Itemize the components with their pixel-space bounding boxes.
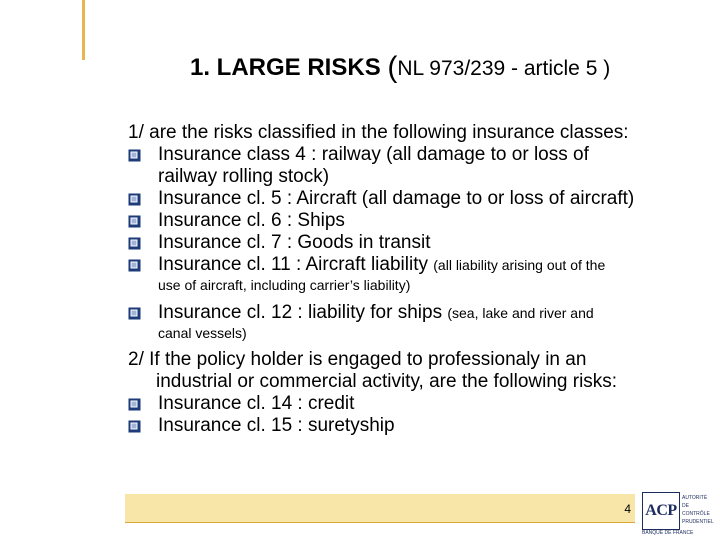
checkbox-square-icon xyxy=(128,259,141,272)
slide-content xyxy=(128,122,698,437)
checkbox-square-icon xyxy=(128,149,141,162)
checkbox-square-icon xyxy=(128,420,141,433)
section2-intro-line1: 2/ If the policy holder is engaged to professionaly in an xyxy=(128,349,587,370)
section1-intro: 1/ are the risks classified in the following insurance classes: xyxy=(128,122,629,143)
section1-list xyxy=(128,144,698,342)
logo-mark xyxy=(642,492,680,530)
list-item xyxy=(128,302,698,342)
title-reference: NL 973/239 - article 5 ) xyxy=(397,57,611,80)
item-text: Insurance cl. 7 : Goods in transit xyxy=(158,232,431,253)
section2-intro xyxy=(128,349,698,393)
list-item xyxy=(128,254,698,294)
title-main: 1. LARGE RISKS xyxy=(190,54,381,81)
logo-text-line: DE CONTRÔLE xyxy=(682,503,710,517)
item-note-cont: use of aircraft, including carrier’s liability) xyxy=(158,277,411,293)
checkbox-square-icon xyxy=(128,398,141,411)
item-text-cont: railway rolling stock) xyxy=(158,166,330,187)
item-text: Insurance cl. 14 : credit xyxy=(158,393,355,414)
logo-text-line: AUTORITÉ xyxy=(682,495,708,501)
list-item xyxy=(128,210,698,232)
logo-text-line: PRUDENTIEL xyxy=(682,519,714,525)
item-note-cont: canal vessels) xyxy=(158,325,247,341)
list-item xyxy=(128,144,698,188)
item-text: Insurance cl. 15 : suretyship xyxy=(158,415,395,436)
list-item xyxy=(128,232,698,254)
logo-subtext: BANQUE DE FRANCE xyxy=(642,530,694,536)
item-text: Insurance cl. 12 : liability for ships xyxy=(158,302,448,323)
accent-bar xyxy=(82,0,85,60)
list-item xyxy=(128,393,698,415)
checkbox-square-icon xyxy=(128,307,141,320)
section2-intro-line2: industrial or commercial activity, are the following risks: xyxy=(156,371,618,392)
list-item xyxy=(128,188,698,210)
item-note: (all liability arising out of the xyxy=(433,257,606,273)
item-text: Insurance class 4 : railway (all damage to or loss of xyxy=(158,144,589,165)
checkbox-square-icon xyxy=(128,237,141,250)
logo-text xyxy=(682,494,716,526)
page-number: 4 xyxy=(624,502,631,516)
footer-divider xyxy=(125,522,635,523)
item-text: Insurance cl. 6 : Ships xyxy=(158,210,345,231)
checkbox-square-icon xyxy=(128,215,141,228)
list-item xyxy=(128,415,698,437)
item-text: Insurance cl. 5 : Aircraft (all damage to or loss of aircraft) xyxy=(158,188,635,209)
checkbox-square-icon xyxy=(128,193,141,206)
title-paren: ( xyxy=(387,51,398,84)
item-note: (sea, lake and river and xyxy=(447,305,594,321)
item-text: Insurance cl. 11 : Aircraft liability xyxy=(158,254,434,275)
acp-logo xyxy=(640,488,716,538)
section2-list xyxy=(128,393,698,437)
slide-title xyxy=(190,50,610,86)
logo-acronym: ACP xyxy=(645,502,677,519)
footer-band xyxy=(125,494,635,522)
